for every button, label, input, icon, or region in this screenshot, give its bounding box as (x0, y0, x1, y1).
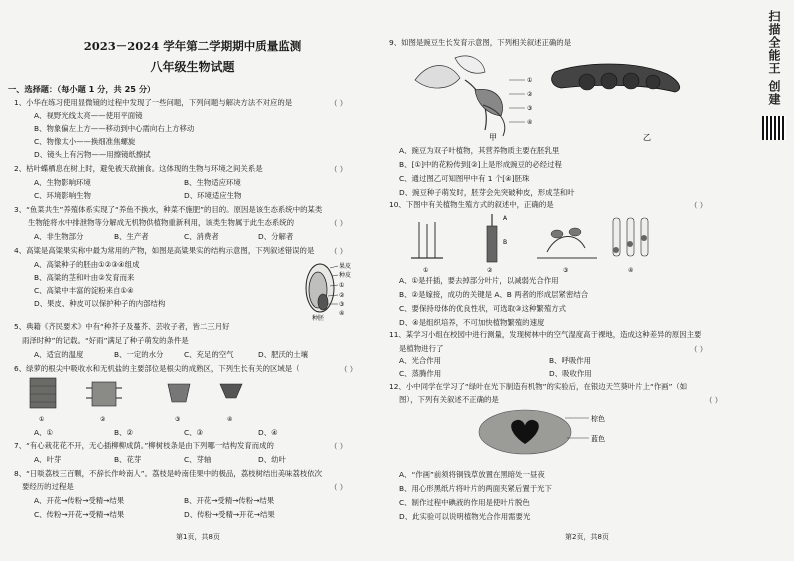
left-text-line: 生物能将水中排泄物等分解成无机物供植物重新利用，该类生物属于此生态系统的 (28, 218, 295, 227)
left-text-line: 4、高粱是高粱果实称中最为常用的产物，如图是高粱果实的结构示意图，下列叙述错误的是 (14, 246, 315, 255)
right-text-line: D、吸收作用 (549, 369, 592, 378)
q4-label-1: ① (339, 282, 345, 289)
right-text-line: 图），下列有关叙述不正确的是 (399, 395, 499, 404)
left-answer-bracket: （ ） (330, 483, 348, 492)
right-answer-bracket: （ ） (705, 396, 723, 405)
plant-propagation-diagram (407, 212, 657, 274)
left-text-line: 6、绿萝的根尖中吸收水和无机盐的主要部位是根尖的成熟区，下列生长有关的区域是（ (14, 364, 300, 373)
right-text-line: B、②是嫁接，成功的关键是 A、B 两者的形成层紧密结合 (399, 290, 589, 299)
right-text-line: B、用心形黑纸片将叶片的两面夹紧后置于光下 (399, 484, 552, 493)
left-answer-bracket: （ ） (330, 219, 348, 228)
right-text-line: B、呼吸作用 (549, 356, 592, 365)
right-text-line: B、[①]中的花粉传到[②]上是形成豌豆的必经过程 (399, 160, 562, 169)
left-answer-bracket: （ ） (330, 165, 348, 174)
left-text-line: 雨泽时种”的记载。“好雨”满足了种子萌发的条件是 (22, 336, 189, 345)
sorghum-fruit-diagram (300, 258, 355, 320)
q6-label-2: ② (100, 416, 106, 423)
right-footer: 第2页，共8页 (565, 533, 609, 541)
left-text-line: D、镜头上有污物——用擦镜纸擦拭 (34, 150, 151, 159)
left-text-line: A、叶芽 (34, 455, 62, 464)
q4-label-embryo: 种胚 (312, 315, 325, 322)
q4-label-3: ③ (339, 301, 345, 308)
q6-label-4: ④ (227, 416, 233, 423)
scanner-watermark: 扫描全能王 创建 (767, 10, 781, 107)
right-text-line: 11、某学习小组在校园中进行测量，发现树林中的空气湿度高于裸地，造成这种差异的原因主要 (389, 330, 702, 339)
right-text-line: A、“作画”前须将铜钱草放置在黑暗处一昼夜 (399, 470, 545, 479)
left-text-line: B、一定的水分 (114, 350, 164, 359)
right-page (385, 0, 794, 561)
right-text-line: A、光合作用 (399, 356, 442, 365)
q9-label-yi: 乙 (643, 133, 651, 142)
right-text-line: 10、下图中有关植物生殖方式的叙述中，正确的是 (389, 200, 554, 209)
left-text-line: A、适宜的温度 (34, 350, 84, 359)
left-text-line: B、生物适应环境 (184, 178, 241, 187)
left-text-line: D、传粉→受精→开花→结果 (184, 510, 275, 519)
left-text-line: A、非生物部分 (34, 232, 84, 241)
right-text-line: 是植物进行了 (399, 344, 444, 353)
right-text-line: C、制作过程中碘液的作用是使叶片脱色 (399, 498, 530, 507)
left-text-line: 7、“有心栽花花不开，无心插柳柳成荫。”柳树枝条是由下列哪一结构发育而成的 (14, 441, 274, 450)
right-text-line: D、④是组织培养，不可加快植物繁殖的速度 (399, 318, 545, 327)
right-answer-bracket: （ ） (690, 201, 708, 210)
right-text-line: D、此实验可以说明植物光合作用需要光 (399, 512, 531, 521)
left-text-line: 一、选择题：（每小题 1 分，共 25 分） (8, 84, 156, 94)
right-answer-bracket: （ ） (690, 345, 708, 354)
leaf-heart-diagram (465, 404, 655, 464)
left-text-line: B、开花→受精→传粉→结果 (184, 496, 275, 505)
q10-label-3: ③ (563, 267, 569, 274)
left-text-line: D、果皮、种皮可以保护种子的内部结构 (34, 299, 166, 308)
left-text-line: A、高粱种子的胚由①②③④组成 (34, 260, 140, 269)
left-answer-bracket: （ ） (330, 442, 348, 451)
right-text-line: C、通过图乙可知图甲中有 1 个[④]胚珠 (399, 174, 530, 183)
right-text-line: D、豌豆种子萌发时，胚芽会先突破种皮，形成茎和叶 (399, 188, 575, 197)
left-text-line: A、① (34, 428, 54, 437)
left-text-line: 8、“日啖荔枝三百颗，不辞长作岭南人”。荔枝是岭南佳果中的极品，荔枝树结出美味荔枝依次 (14, 469, 322, 478)
right-text-line: 12、小中同学在学习了“绿叶在光下制造有机物”的实验后，在银边天竺葵叶片上“作画”（如 (389, 382, 688, 391)
left-footer: 第1页，共8页 (176, 533, 220, 541)
left-text-line: B、② (114, 428, 134, 437)
left-text-line: A、视野光线太亮——使用平面镜 (34, 111, 143, 120)
exam-title: 2023－2024 学年第二学期期中质量监测 (83, 39, 302, 53)
q12-label-brown: 棕色 (591, 415, 605, 423)
q9-label-1: ① (527, 77, 533, 84)
left-text-line: A、开花→传粉→受精→结果 (34, 496, 125, 505)
left-text-line: C、充足的空气 (184, 350, 234, 359)
exam-subtitle: 八年级生物试题 (150, 60, 235, 74)
left-text-line: B、花芽 (114, 455, 142, 464)
q6-label-3: ③ (175, 416, 181, 423)
q10-label-2: ② (487, 267, 493, 274)
left-text-line: B、物象偏左上方——移动到中心需向右上方移动 (34, 124, 195, 133)
right-text-line: 9、如图是豌豆生长发育示意图，下列相关叙述正确的是 (389, 38, 572, 47)
left-answer-bracket: （ ） (330, 99, 348, 108)
q4-label-pericarp: 果皮 (339, 263, 352, 270)
left-text-line: C、消费者 (184, 232, 219, 241)
left-text-line: B、高粱的茎和叶由②发育而来 (34, 273, 135, 282)
left-text-line: 要经历的过程是 (22, 482, 74, 491)
left-text-line: D、④ (258, 428, 278, 437)
left-text-line: C、芽轴 (184, 455, 212, 464)
q12-label-blue: 蓝色 (591, 435, 605, 443)
qr-code (762, 116, 786, 140)
left-page (0, 0, 385, 561)
left-text-line: B、生产者 (114, 232, 149, 241)
q4-label-2: ② (339, 292, 345, 299)
left-text-line: C、高粱中丰富的淀粉来自①④ (34, 286, 134, 295)
q10-label-a: A (503, 215, 508, 222)
left-text-line: 3、“鱼菜共生”养殖体系实现了“养鱼不换水，种菜不施肥”的目的。原因是该生态系统中的某类 (14, 205, 323, 214)
root-tip-regions-diagram (30, 378, 250, 423)
right-text-line: A、①是扦插，要去掉部分叶片，以减弱光合作用 (399, 276, 559, 285)
left-text-line: D、幼叶 (258, 455, 286, 464)
right-text-line: C、要保持母体的优良性状，可选取③这种繁殖方式 (399, 304, 566, 313)
pea-development-diagram (405, 50, 715, 142)
left-text-line: 2、枯叶蝶栖息在树上时，避免被天敌捕食。这体现的生物与环境之间关系是 (14, 164, 263, 173)
left-text-line: D、环境适应生物 (184, 191, 242, 200)
left-answer-bracket: （ ） (340, 365, 358, 374)
q4-label-seedcoat: 种皮 (339, 272, 352, 279)
left-answer-bracket: （ ） (330, 247, 348, 256)
q6-label-1: ① (39, 416, 45, 423)
left-text-line: 5、典籍《齐民要术》中有“种芥子及蔓芥、芸收子者，皆二三月好 (14, 322, 230, 331)
right-text-line: C、蒸腾作用 (399, 369, 442, 378)
q10-label-1: ① (423, 267, 429, 274)
left-text-line: C、物像太小——换细准焦螺旋 (34, 137, 136, 146)
left-text-line: C、传粉→开花→受精→结果 (34, 510, 125, 519)
q9-label-3: ③ (527, 105, 533, 112)
left-text-line: A、生物影响环境 (34, 178, 91, 187)
left-text-line: D、肥沃的土壤 (258, 350, 309, 359)
left-text-line: 1、小华在练习使用显微镜的过程中发现了一些问题，下列问题与解决方法不对应的是 (14, 98, 293, 107)
left-text-line: D、分解者 (258, 232, 294, 241)
right-text-line: A、豌豆为双子叶植物，其营养物质主要在胚乳里 (399, 146, 560, 155)
left-text-line: C、③ (184, 428, 204, 437)
q10-label-b: B (503, 239, 508, 246)
q4-label-4: ④ (339, 310, 345, 317)
left-text-line: C、环境影响生物 (34, 191, 91, 200)
q9-label-jia: 甲 (489, 133, 497, 142)
q9-label-4: ④ (527, 119, 533, 126)
q10-label-4: ④ (628, 267, 634, 274)
q9-label-2: ② (527, 91, 533, 98)
